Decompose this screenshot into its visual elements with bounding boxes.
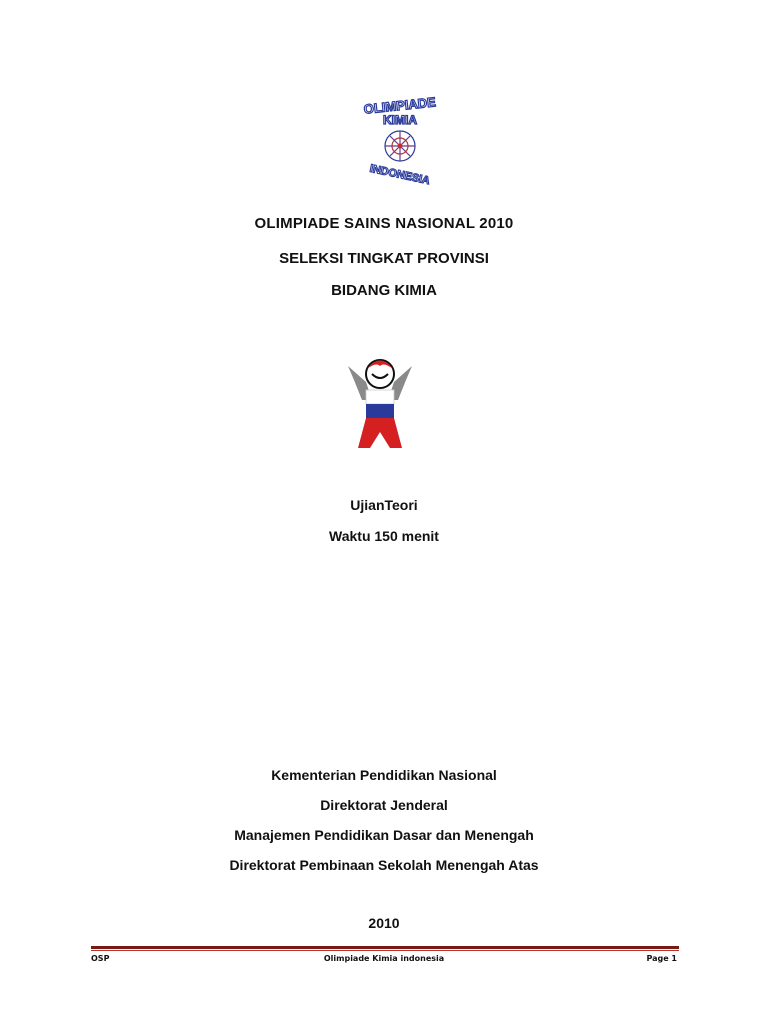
exam-type: UjianTeori — [350, 497, 418, 513]
ministry-line-3: Manajemen Pendidikan Dasar dan Menengah — [234, 827, 534, 843]
ministry-line-1: Kementerian Pendidikan Nasional — [271, 767, 497, 783]
footer-left-label: OSP — [91, 954, 110, 963]
document-year: 2010 — [368, 915, 400, 931]
ministry-line-2: Direktorat Jenderal — [320, 797, 448, 813]
svg-text:OLIMPIADE: OLIMPIADE — [363, 94, 437, 117]
title-line-1: OLIMPIADE SAINS NASIONAL 2010 — [254, 215, 514, 232]
footer-center-label: Olimpiade Kimia indonesia — [323, 954, 445, 963]
footer-page-number: Page 1 — [646, 954, 677, 963]
svg-text:KIMIA: KIMIA — [383, 113, 417, 127]
title-line-2: SELEKSI TINGKAT PROVINSI — [279, 250, 489, 267]
osn-figure-logo — [340, 352, 420, 450]
exam-duration: Waktu 150 menit — [329, 528, 439, 544]
olimpiade-kimia-logo — [360, 94, 440, 186]
ministry-line-4: Direktorat Pembinaan Sekolah Menengah Atas — [229, 857, 539, 873]
footer-rule-thin — [91, 950, 679, 951]
title-line-3: BIDANG KIMIA — [331, 282, 437, 299]
footer-rule-thick — [91, 946, 679, 949]
svg-text:INDONESIA: INDONESIA — [368, 162, 431, 186]
